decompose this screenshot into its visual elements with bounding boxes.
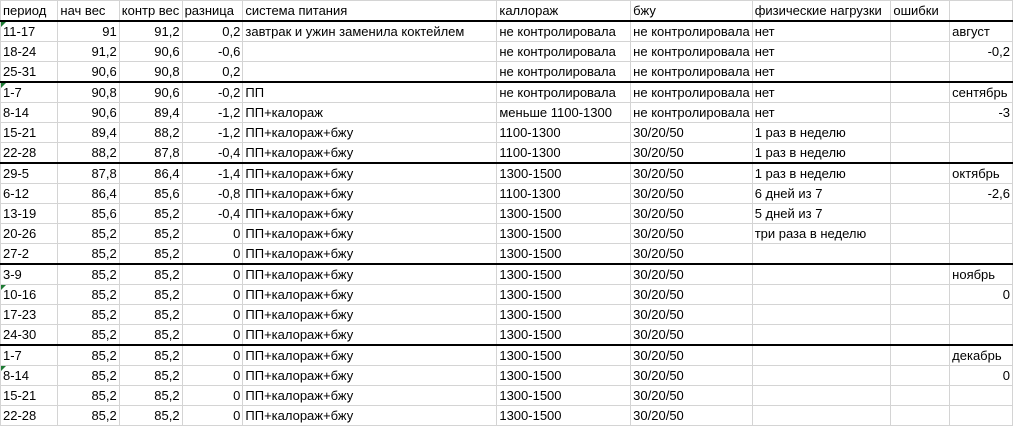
cell-calories[interactable]: 1100-1300 — [497, 143, 631, 164]
cell-errors[interactable] — [891, 386, 950, 406]
cell-activity[interactable] — [752, 264, 891, 285]
cell-control-weight[interactable]: 85,2 — [119, 264, 182, 285]
cell-errors[interactable] — [891, 21, 950, 42]
cell-activity[interactable]: нет — [752, 62, 891, 83]
table-row — [1, 264, 1013, 285]
table-row — [1, 42, 1013, 62]
cell-errors[interactable] — [891, 264, 950, 285]
cell-difference[interactable]: 0 — [182, 305, 243, 325]
cell-period[interactable]: 3-9 — [1, 264, 58, 285]
cell-difference[interactable]: 0 — [182, 386, 243, 406]
cell-diet-system[interactable]: ПП+калораж+бжу — [243, 366, 497, 386]
cell-bju[interactable]: не контролировала — [631, 42, 753, 62]
header-row — [1, 1, 1013, 22]
cell-calories[interactable]: не контролировала — [497, 42, 631, 62]
cell-bju[interactable]: 30/20/50 — [631, 163, 753, 184]
cell-diet-system[interactable] — [243, 42, 497, 62]
cell-control-weight[interactable]: 85,2 — [119, 345, 182, 366]
cell-month[interactable]: 0 — [950, 285, 1013, 305]
cell-bju[interactable]: 30/20/50 — [631, 264, 753, 285]
cell-control-weight[interactable]: 85,2 — [119, 305, 182, 325]
cell-activity[interactable] — [752, 406, 891, 426]
cell-difference[interactable]: -1,4 — [182, 163, 243, 184]
cell-errors[interactable] — [891, 143, 950, 164]
cell-errors[interactable] — [891, 163, 950, 184]
cell-difference[interactable]: -0,8 — [182, 184, 243, 204]
cell-start-weight[interactable]: 89,4 — [58, 123, 119, 143]
cell-period[interactable]: 22-28 — [1, 143, 58, 164]
cell-calories[interactable]: 1100-1300 — [497, 184, 631, 204]
cell-bju[interactable]: не контролировала — [631, 21, 753, 42]
cell-start-weight[interactable]: 91 — [58, 21, 119, 42]
cell-calories[interactable]: 1300-1500 — [497, 345, 631, 366]
cell-activity[interactable]: 6 дней из 7 — [752, 184, 891, 204]
cell-difference[interactable]: -0,4 — [182, 143, 243, 164]
cell-diet-system[interactable]: ПП+калораж+бжу — [243, 305, 497, 325]
cell-period[interactable]: 13-19 — [1, 204, 58, 224]
cell-period[interactable]: 18-24 — [1, 42, 58, 62]
cell-errors[interactable] — [891, 62, 950, 83]
cell-difference[interactable]: -1,2 — [182, 103, 243, 123]
cell-month[interactable] — [950, 62, 1013, 83]
cell-start-weight[interactable]: 85,2 — [58, 224, 119, 244]
cell-difference[interactable]: -0,2 — [182, 82, 243, 103]
cell-month[interactable] — [950, 224, 1013, 244]
table-row — [1, 62, 1013, 83]
cell-month[interactable]: -0,2 — [950, 42, 1013, 62]
cell-errors[interactable] — [891, 123, 950, 143]
cell-diet-system[interactable]: ПП+калораж+бжу — [243, 264, 497, 285]
cell-start-weight[interactable]: 90,8 — [58, 82, 119, 103]
cell-activity[interactable]: нет — [752, 42, 891, 62]
cell-start-weight[interactable]: 86,4 — [58, 184, 119, 204]
cell-activity[interactable] — [752, 305, 891, 325]
cell-errors[interactable] — [891, 366, 950, 386]
cell-errors[interactable] — [891, 224, 950, 244]
cell-bju[interactable]: 30/20/50 — [631, 143, 753, 164]
cell-diet-system[interactable]: ПП+калораж+бжу — [243, 224, 497, 244]
table-row — [1, 285, 1013, 305]
cell-calories[interactable]: меньше 1100-1300 — [497, 103, 631, 123]
cell-diet-system[interactable]: ПП+калораж+бжу — [243, 204, 497, 224]
cell-diet-system[interactable]: завтрак и ужин заменила коктейлем — [243, 21, 497, 42]
table-row — [1, 143, 1013, 164]
cell-diet-system[interactable]: ПП — [243, 82, 497, 103]
cell-control-weight[interactable]: 85,2 — [119, 224, 182, 244]
cell-month[interactable] — [950, 325, 1013, 346]
cell-errors[interactable] — [891, 285, 950, 305]
cell-errors[interactable] — [891, 345, 950, 366]
cell-diet-system[interactable]: ПП+калораж+бжу — [243, 123, 497, 143]
cell-start-weight[interactable]: 85,2 — [58, 366, 119, 386]
cell-activity[interactable]: 1 раз в неделю — [752, 163, 891, 184]
cell-start-weight[interactable]: 85,6 — [58, 204, 119, 224]
cell-control-weight[interactable]: 91,2 — [119, 21, 182, 42]
cell-start-weight[interactable]: 85,2 — [58, 264, 119, 285]
cell-bju[interactable]: 30/20/50 — [631, 406, 753, 426]
header-month[interactable] — [950, 1, 1013, 22]
cell-diet-system[interactable]: ПП+калораж — [243, 103, 497, 123]
cell-difference[interactable]: 0 — [182, 224, 243, 244]
cell-start-weight[interactable]: 90,6 — [58, 103, 119, 123]
cell-start-weight[interactable]: 88,2 — [58, 143, 119, 164]
cell-month[interactable]: декабрь — [950, 345, 1013, 366]
cell-control-weight[interactable]: 85,2 — [119, 325, 182, 346]
cell-period[interactable]: 8-14 — [1, 103, 58, 123]
cell-diet-system[interactable]: ПП+калораж+бжу — [243, 406, 497, 426]
cell-activity[interactable] — [752, 244, 891, 265]
cell-period[interactable]: 6-12 — [1, 184, 58, 204]
cell-bju[interactable]: 30/20/50 — [631, 305, 753, 325]
cell-bju[interactable]: не контролировала — [631, 82, 753, 103]
cell-activity[interactable]: нет — [752, 21, 891, 42]
cell-difference[interactable]: 0 — [182, 264, 243, 285]
cell-period[interactable]: 10-16 — [1, 285, 58, 305]
cell-start-weight[interactable]: 85,2 — [58, 305, 119, 325]
cell-diet-system[interactable]: ПП+калораж+бжу — [243, 163, 497, 184]
cell-activity[interactable]: нет — [752, 103, 891, 123]
cell-control-weight[interactable]: 90,8 — [119, 62, 182, 83]
cell-period[interactable]: 29-5 — [1, 163, 58, 184]
cell-difference[interactable]: 0,2 — [182, 21, 243, 42]
cell-control-weight[interactable]: 90,6 — [119, 42, 182, 62]
cell-period[interactable]: 1-7 — [1, 82, 58, 103]
cell-calories[interactable]: 1300-1500 — [497, 386, 631, 406]
cell-month[interactable] — [950, 406, 1013, 426]
cell-bju[interactable]: 30/20/50 — [631, 325, 753, 346]
table-row — [1, 21, 1013, 42]
cell-difference[interactable]: 0 — [182, 285, 243, 305]
cell-control-weight[interactable]: 85,2 — [119, 285, 182, 305]
cell-activity[interactable]: 1 раз в неделю — [752, 123, 891, 143]
cell-period[interactable]: 24-30 — [1, 325, 58, 346]
cell-start-weight[interactable]: 85,2 — [58, 285, 119, 305]
table-row — [1, 386, 1013, 406]
cell-calories[interactable]: 1300-1500 — [497, 163, 631, 184]
cell-bju[interactable]: 30/20/50 — [631, 224, 753, 244]
cell-start-weight[interactable]: 85,2 — [58, 244, 119, 265]
cell-bju[interactable]: 30/20/50 — [631, 366, 753, 386]
cell-errors[interactable] — [891, 305, 950, 325]
header-activity[interactable]: физические нагрузки — [752, 1, 891, 22]
cell-activity[interactable]: 5 дней из 7 — [752, 204, 891, 224]
cell-month[interactable]: август — [950, 21, 1013, 42]
cell-period[interactable]: 15-21 — [1, 123, 58, 143]
cell-start-weight[interactable]: 85,2 — [58, 406, 119, 426]
cell-errors[interactable] — [891, 244, 950, 265]
cell-difference[interactable]: -1,2 — [182, 123, 243, 143]
cell-control-weight[interactable]: 90,6 — [119, 82, 182, 103]
cell-difference[interactable]: -0,4 — [182, 204, 243, 224]
cell-control-weight[interactable]: 85,2 — [119, 204, 182, 224]
cell-start-weight[interactable]: 90,6 — [58, 62, 119, 83]
cell-month[interactable]: октябрь — [950, 163, 1013, 184]
header-control-weight[interactable]: контр вес — [119, 1, 182, 22]
cell-errors[interactable] — [891, 42, 950, 62]
header-bju[interactable]: бжу — [631, 1, 753, 22]
cell-errors[interactable] — [891, 82, 950, 103]
cell-diet-system[interactable]: ПП+калораж+бжу — [243, 345, 497, 366]
cell-calories[interactable]: 1100-1300 — [497, 123, 631, 143]
cell-month[interactable] — [950, 143, 1013, 164]
table-row — [1, 163, 1013, 184]
cell-period[interactable]: 15-21 — [1, 386, 58, 406]
cell-start-weight[interactable]: 87,8 — [58, 163, 119, 184]
cell-errors[interactable] — [891, 406, 950, 426]
cell-period[interactable]: 8-14 — [1, 366, 58, 386]
cell-control-weight[interactable]: 85,2 — [119, 366, 182, 386]
cell-control-weight[interactable]: 85,2 — [119, 406, 182, 426]
cell-month[interactable] — [950, 386, 1013, 406]
cell-control-weight[interactable]: 85,6 — [119, 184, 182, 204]
header-difference[interactable]: разница — [182, 1, 243, 22]
cell-diet-system[interactable]: ПП+калораж+бжу — [243, 143, 497, 164]
cell-diet-system[interactable]: ПП+калораж+бжу — [243, 386, 497, 406]
table-row — [1, 82, 1013, 103]
cell-period[interactable]: 17-23 — [1, 305, 58, 325]
cell-control-weight[interactable]: 89,4 — [119, 103, 182, 123]
table-row — [1, 244, 1013, 265]
cell-bju[interactable]: 30/20/50 — [631, 204, 753, 224]
table-row — [1, 406, 1013, 426]
cell-difference[interactable]: 0 — [182, 345, 243, 366]
cell-month[interactable] — [950, 244, 1013, 265]
cell-control-weight[interactable]: 88,2 — [119, 123, 182, 143]
cell-period[interactable]: 1-7 — [1, 345, 58, 366]
cell-bju[interactable]: 30/20/50 — [631, 345, 753, 366]
cell-month[interactable]: сентябрь — [950, 82, 1013, 103]
cell-activity[interactable] — [752, 325, 891, 346]
table-row — [1, 184, 1013, 204]
cell-activity[interactable] — [752, 386, 891, 406]
cell-month[interactable] — [950, 123, 1013, 143]
cell-period[interactable]: 27-2 — [1, 244, 58, 265]
header-errors[interactable]: ошибки — [891, 1, 950, 22]
cell-diet-system[interactable]: ПП+калораж+бжу — [243, 184, 497, 204]
cell-difference[interactable]: 0 — [182, 406, 243, 426]
cell-month[interactable] — [950, 305, 1013, 325]
cell-start-weight[interactable]: 91,2 — [58, 42, 119, 62]
cell-bju[interactable]: 30/20/50 — [631, 386, 753, 406]
cell-start-weight[interactable]: 85,2 — [58, 325, 119, 346]
cell-calories[interactable]: 1300-1500 — [497, 244, 631, 265]
cell-bju[interactable]: не контролировала — [631, 62, 753, 83]
cell-bju[interactable]: 30/20/50 — [631, 184, 753, 204]
cell-calories[interactable]: 1300-1500 — [497, 366, 631, 386]
cell-difference[interactable]: 0 — [182, 366, 243, 386]
header-diet-system[interactable]: система питания — [243, 1, 497, 22]
cell-difference[interactable]: -0,6 — [182, 42, 243, 62]
cell-activity[interactable] — [752, 366, 891, 386]
cell-calories[interactable]: не контролировала — [497, 62, 631, 83]
cell-activity[interactable] — [752, 285, 891, 305]
table-row — [1, 345, 1013, 366]
cell-calories[interactable]: 1300-1500 — [497, 406, 631, 426]
table-row — [1, 224, 1013, 244]
cell-calories[interactable]: 1300-1500 — [497, 224, 631, 244]
cell-month[interactable] — [950, 204, 1013, 224]
cell-period[interactable]: 25-31 — [1, 62, 58, 83]
cell-control-weight[interactable]: 86,4 — [119, 163, 182, 184]
cell-month[interactable]: 0 — [950, 366, 1013, 386]
cell-errors[interactable] — [891, 103, 950, 123]
cell-control-weight[interactable]: 87,8 — [119, 143, 182, 164]
cell-month[interactable]: ноябрь — [950, 264, 1013, 285]
cell-control-weight[interactable]: 85,2 — [119, 386, 182, 406]
table-row — [1, 204, 1013, 224]
cell-errors[interactable] — [891, 325, 950, 346]
cell-calories[interactable]: 1300-1500 — [497, 264, 631, 285]
header-start-weight[interactable]: нач вес — [58, 1, 119, 22]
table-row — [1, 325, 1013, 346]
cell-errors[interactable] — [891, 184, 950, 204]
header-period[interactable]: период — [1, 1, 58, 22]
cell-period[interactable]: 22-28 — [1, 406, 58, 426]
cell-month[interactable]: -3 — [950, 103, 1013, 123]
table-row — [1, 305, 1013, 325]
cell-activity[interactable]: нет — [752, 82, 891, 103]
cell-calories[interactable]: 1300-1500 — [497, 305, 631, 325]
cell-diet-system[interactable]: ПП+калораж+бжу — [243, 244, 497, 265]
cell-diet-system[interactable]: ПП+калораж+бжу — [243, 285, 497, 305]
cell-calories[interactable]: не контролировала — [497, 21, 631, 42]
cell-bju[interactable]: 30/20/50 — [631, 244, 753, 265]
cell-activity[interactable] — [752, 345, 891, 366]
cell-calories[interactable]: 1300-1500 — [497, 325, 631, 346]
cell-activity[interactable]: 1 раз в неделю — [752, 143, 891, 164]
cell-difference[interactable]: 0 — [182, 325, 243, 346]
table-row — [1, 103, 1013, 123]
cell-errors[interactable] — [891, 204, 950, 224]
cell-control-weight[interactable]: 85,2 — [119, 244, 182, 265]
cell-activity[interactable]: три раза в неделю — [752, 224, 891, 244]
table-row — [1, 366, 1013, 386]
cell-month[interactable]: -2,6 — [950, 184, 1013, 204]
cell-calories[interactable]: 1300-1500 — [497, 285, 631, 305]
cell-diet-system[interactable] — [243, 62, 497, 83]
cell-start-weight[interactable]: 85,2 — [58, 386, 119, 406]
cell-bju[interactable]: 30/20/50 — [631, 285, 753, 305]
cell-difference[interactable]: 0 — [182, 244, 243, 265]
cell-bju[interactable]: 30/20/50 — [631, 123, 753, 143]
cell-calories[interactable]: не контролировала — [497, 82, 631, 103]
cell-calories[interactable]: 1300-1500 — [497, 204, 631, 224]
cell-start-weight[interactable]: 85,2 — [58, 345, 119, 366]
cell-period[interactable]: 11-17 — [1, 21, 58, 42]
table-row — [1, 123, 1013, 143]
cell-period[interactable]: 20-26 — [1, 224, 58, 244]
cell-diet-system[interactable]: ПП+калораж+бжу — [243, 325, 497, 346]
cell-bju[interactable]: не контролировала — [631, 103, 753, 123]
header-calories[interactable]: каллораж — [497, 1, 631, 22]
cell-difference[interactable]: 0,2 — [182, 62, 243, 83]
